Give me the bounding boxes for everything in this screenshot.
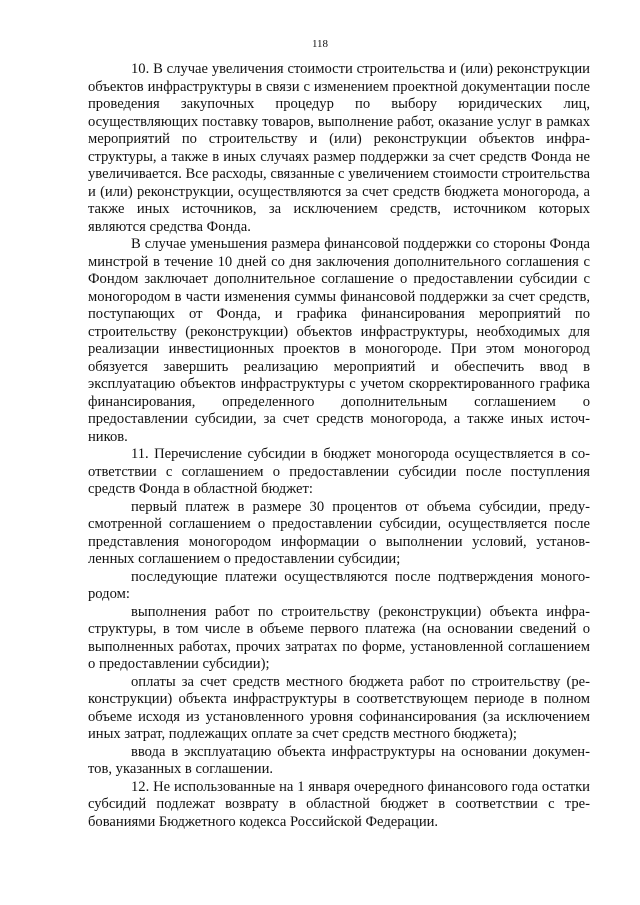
paragraph-funding-reduction: В случае уменьшения размера финансовой поддержки со стороны Фонда минстрой в течение 10 дней со дня заключения дополнительного соглашения с Фондом заключает дополнительное соглашение о предоставлении субсидии с моногородом в части изменения суммы финансовой поддержки за счет средств, поступающих от Фонда, и графика финансирования мероприятий по строительству (реконструкции) объектов инфраструктуры, необходимых для реализации инвестиционных проектов в моногороде. При этом моногород обязуется завершить реализацию мероприятий и обеспечить ввод в эксплуатацию объектов инфраструктуры с учетом скорректированного графика финансирования, определенного дополнительным соглашением о предоставлении субсидии, за счет средств моногорода, а также иных источников. xyxy=(88,236,590,445)
paragraph-first-payment: первый платеж в размере 30 процентов от объема субсидии, предусмотренной соглашением о предоставлении субсидии, осуществляется после представления моногородом информации о выполнении условий, установленных соглашением о предоставлении субсидии; xyxy=(88,498,590,567)
page-number: 118 xyxy=(311,38,329,50)
paragraph-10: 10. В случае увеличения стоимости строительства и (или) реконструкции объектов инфраструктуры в связи с изменением проектной документации после проведения закупочных процедур по выбору юридических лиц, осуществляющих поставку товаров, выполнение работ, оказание услуг в рамках мероприятий по строительству и (или) реконструкции объектов инфраструктуры, а также в иных случаях размер поддержки за счет средств Фонда не увеличивается. Все расходы, связанные с увеличением стоимости строительства и (или) реконструкции, осуществляются за счет средств бюджета моногорода, а также иных источников, за исключением средств, источником которых являются средства Фонда. xyxy=(88,61,590,235)
paragraph-commissioning: ввода в эксплуатацию объекта инфраструктуры на основании документов, указанных в соглашении. xyxy=(88,743,590,777)
paragraph-works-completion: выполнения работ по строительству (реконструкции) объекта инфраструктуры, в том числе в объеме первого платежа (на основании сведений о выполненных работах, прочих затратах по форме, установленной соглашением о предоставлении субсидии); xyxy=(88,603,590,672)
paragraph-12: 12. Не использованные на 1 января очередного финансового года остатки субсидий подлежат возврату в областной бюджет в соответствии с требованиями Бюджетного кодекса Российской Федерации. xyxy=(88,778,590,830)
document-body xyxy=(88,61,590,831)
paragraph-11: 11. Перечисление субсидии в бюджет моногорода осуществляется в соответствии с соглашением о предоставлении субсидии после поступления средств Фонда в областной бюджет: xyxy=(88,446,590,497)
paragraph-subsequent-payments: последующие платежи осуществляются после подтверждения моногородом: xyxy=(88,568,590,602)
paragraph-local-budget-payment: оплаты за счет средств местного бюджета работ по строительству (реконструкции) объекта инфраструктуры в соответствующем периоде в полном объеме исходя из установленного уровня софинансирования (за исключением иных затрат, подлежащих оплате за счет средств местного бюджета); xyxy=(88,673,590,742)
